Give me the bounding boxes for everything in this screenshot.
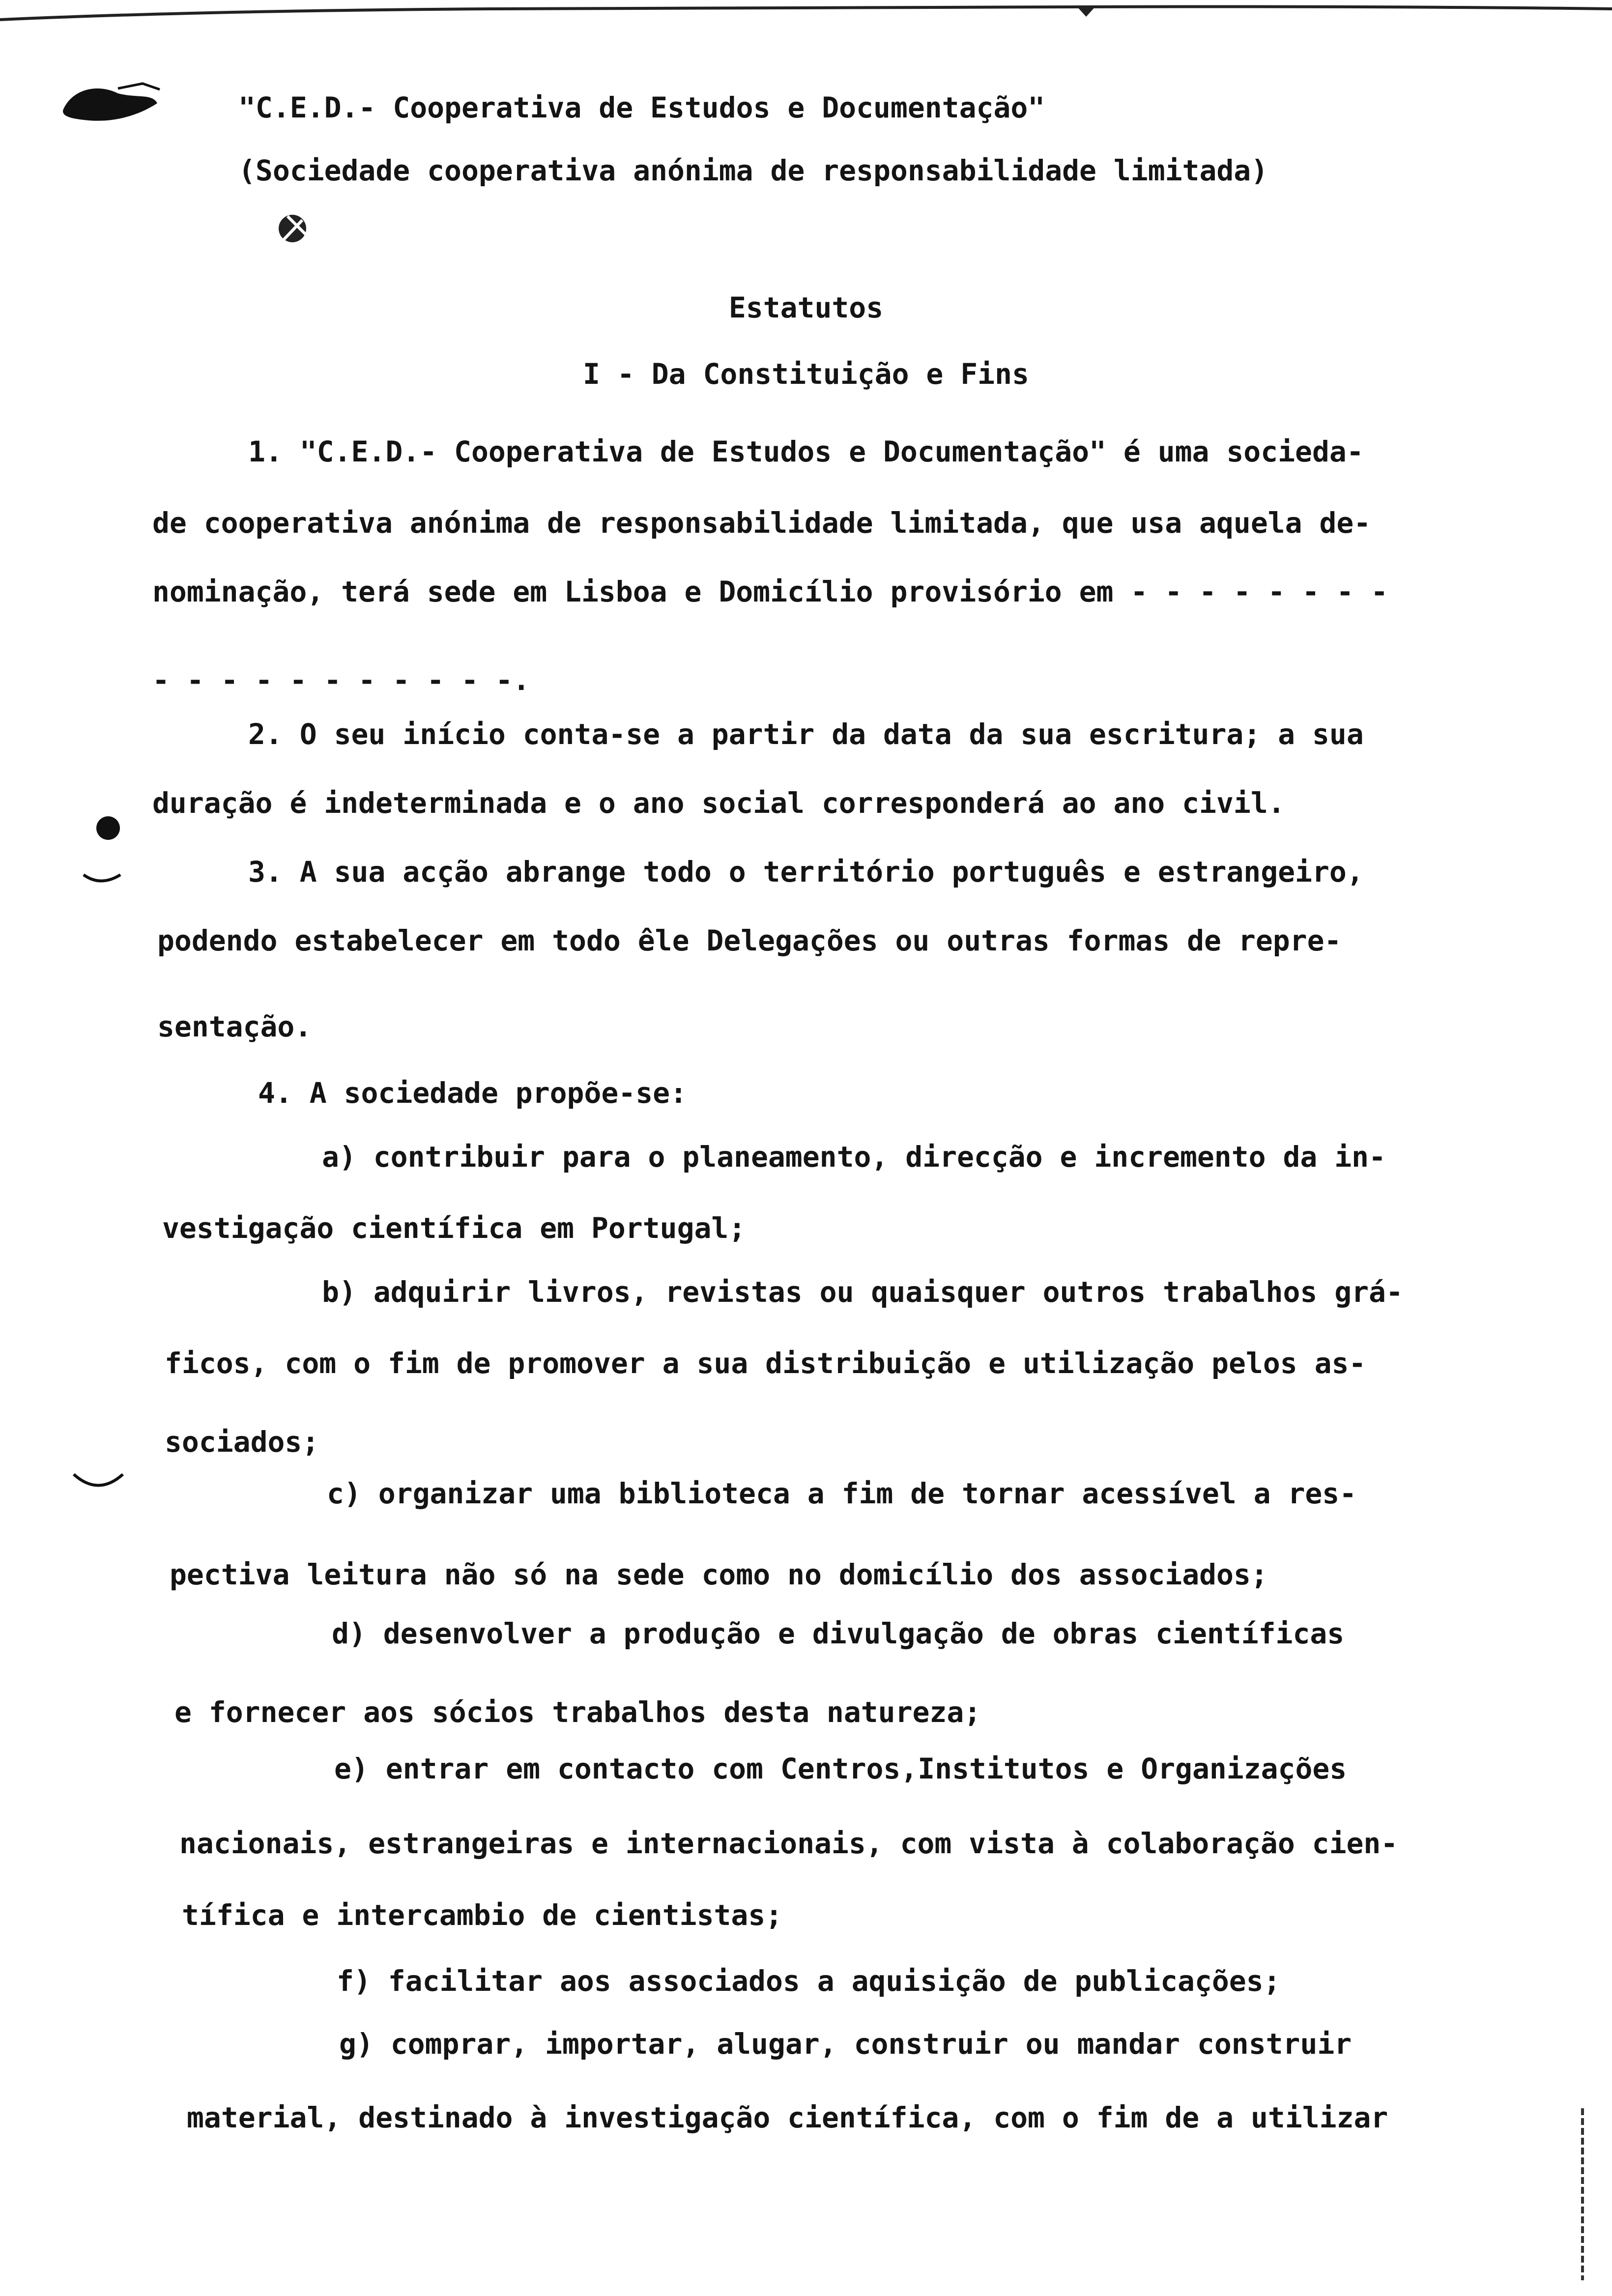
article-1-line-4: - - - - - - - - - - -. [152,663,530,697]
org-type: (Sociedade cooperativa anónima de responsabilidade limitada) [238,154,1268,187]
scan-top-edge [0,0,1612,29]
article-3-line-1: 3. A sua acção abrange todo o território português e estrangeiro, [248,855,1364,889]
article-2-line-2: duração é indeterminada e o ano social corresponderá ao ano civil. [152,786,1285,820]
article-3-line-3: sentação. [157,1010,312,1043]
article-4d-line-1: d) desenvolver a produção e divulgação de obras científicas [332,1617,1345,1650]
punch-hole-mark [74,806,133,904]
article-4e-line-1: e) entrar em contacto com Centros,Institutos e Organizações [334,1752,1347,1785]
ink-blot-mark [44,49,162,128]
article-4f-line-1: f) facilitar aos associados a aquisição de publicações; [337,1964,1281,1998]
small-ink-mark [268,206,322,251]
article-4e-line-2: nacionais, estrangeiras e internacionais, com vista à colaboração cien- [179,1827,1398,1860]
article-1-line-1: 1. "C.E.D.- Cooperativa de Estudos e Documentação" é uma socieda- [248,435,1364,468]
punch-hole-curve-lower [64,1460,133,1514]
article-3-line-2: podendo estabelecer em todo êle Delegações ou outras formas de repre- [157,924,1342,957]
article-4e-line-3: tífica e intercambio de cientistas; [182,1898,783,1932]
article-4a-line-2: vestigação científica em Portugal; [162,1211,746,1245]
article-4b-line-1: b) adquirir livros, revistas ou quaisquer outros trabalhos grá- [322,1275,1403,1309]
article-4a-line-1: a) contribuir para o planeamento, direcção e incremento da in- [322,1140,1386,1174]
article-1-line-2: de cooperativa anónima de responsabilidade limitada, que usa aquela de- [152,506,1371,540]
article-4b-line-2: ficos, com o fim de promover a sua distribuição e utilização pelos as- [165,1347,1366,1380]
article-4d-line-2: e fornecer aos sócios trabalhos desta natureza; [174,1695,981,1729]
document-title: Estatutos [728,291,884,324]
scan-right-edge-mark [1568,2103,1597,2290]
article-4c-line-2: pectiva leitura não só na sede como no domicílio dos associados; [170,1558,1268,1591]
article-4-intro: 4. A sociedade propõe-se: [258,1076,687,1110]
article-4g-line-2: material, destinado à investigação científica, com o fim de a utilizar [187,2101,1388,2134]
article-1-line-3: nominação, terá sede em Lisboa e Domicílio provisório em - - - - - - - - [152,575,1388,608]
article-4c-line-1: c) organizar uma biblioteca a fim de tornar acessível a res- [327,1477,1357,1510]
article-4g-line-1: g) comprar, importar, alugar, construir ou mandar construir [339,2027,1352,2061]
article-4b-line-3: sociados; [165,1425,319,1459]
article-2-line-1: 2. O seu início conta-se a partir da data da sua escritura; a sua [248,718,1364,751]
section-title: I - Da Constituição e Fins [583,357,1029,391]
org-name: "C.E.D.- Cooperativa de Estudos e Documentação" [238,91,1045,124]
